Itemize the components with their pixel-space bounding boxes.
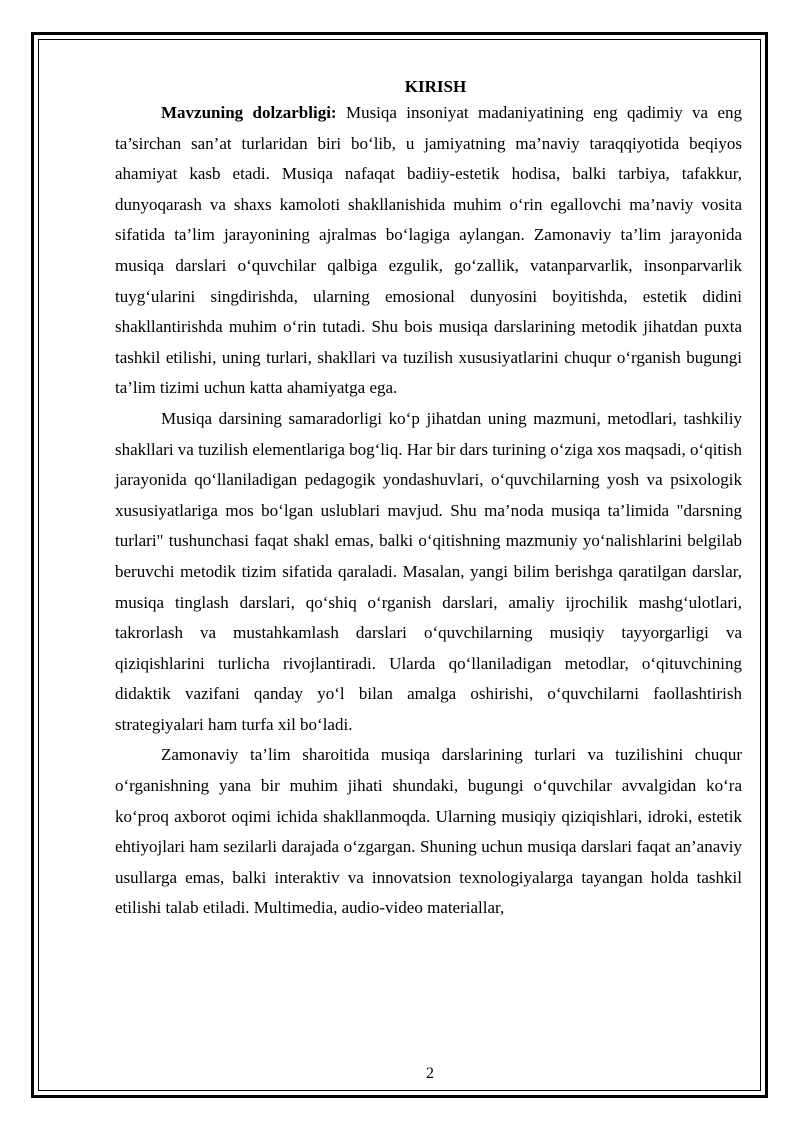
- paragraph-1-text: Musiqa insoniyat madaniyatining eng qadimiy va eng ta’sirchan san’at turlaridan biri bo‘lib, u jamiyatning ma’naviy taraqqiyotida beqiyos ahamiyat kasb etadi. Musiqa nafaqat badiiy-estetik hodisa, balki tarbiya, tafakkur, dunyoqarash va shaxs kamoloti shakllanishida muhim o‘rin egallovchi ma’naviy vosita sifatida ta’lim jarayonining ajralmas bo‘lagiga aylangan. Zamonaviy ta’lim jarayonida musiqa darslari o‘quvchilar qalbiga ezgulik, go‘zallik, vatanparvarlik, insonparvarlik tuyg‘ularini singdirishda, ularning emosional dunyosini boyitishda, estetik didini shakllantirishda muhim o‘rin tutadi. Shu bois musiqa darslarining metodik jihatdan puxta tashkil etilishi, uning turlari, shakllari va tuzilish xususiyatlarini chuqur o‘rganish bugungi ta’lim tizimi uchun katta ahamiyatga ega.: [115, 103, 743, 398]
- page-title: KIRISH: [404, 77, 467, 96]
- page-number: 2: [426, 1065, 434, 1082]
- document-body: [115, 76, 742, 924]
- paragraph-1: [115, 98, 742, 404]
- intro-label: Mavzuning dolzarbligi:: [161, 103, 337, 122]
- paragraph-3: Zamonaviy ta’lim sharoitida musiqa darslarining turlari va tuzilishini chuqur o‘rganishning yana bir muhim jihati shundaki, bugungi o‘quvchilar avvalgidan ko‘ra ko‘proq axborot oqimi ichida shakllanmoqda. Ularning musiqiy qiziqishlari, idroki, estetik ehtiyojlari ham sezilarli darajada o‘zgargan. Shuning uchun musiqa darslari faqat an’anaviy usullarga emas, balki interaktiv va innovatsion texnologiyalarga tayangan holda tashkil etilishi talab etiladi. Multimedia, audio-video materiallar,: [115, 745, 742, 918]
- paragraph-2: Musiqa darsining samaradorligi ko‘p jihatdan uning mazmuni, metodlari, tashkiliy shakllari va tuzilish elementlariga bog‘liq. Har bir dars turining o‘ziga xos maqsadi, o‘qitish jarayonida qo‘llaniladigan pedagogik yondashuvlari, o‘quvchilarning yosh va psixologik xususiyatlariga mos bo‘lgan uslublari mavjud. Shu ma’noda musiqa ta’limida "darsning turlari" tushunchasi faqat shakl emas, balki o‘qitishning mazmuniy yo‘nalishlarini belgilab beruvchi metodik tizim sifatida qaraladi. Masalan, yangi bilim berishga qaratilgan darslar, musiqa tinglash darslari, qo‘shiq o‘rganish darslari, amaliy ijrochilik mashg‘ulotlari, takrorlash va mustahkamlash darslari o‘quvchilarning musiqiy tayyorgarligi va qiziqishlarini turlicha rivojlantiradi. Ularda qo‘llaniladigan metodlar, o‘qituvchining didaktik vazifani qanday yo‘l bilan amalga oshirishi, o‘quvchilarni faollashtirish strategiyalari ham turfa xil bo‘ladi.: [115, 408, 742, 734]
